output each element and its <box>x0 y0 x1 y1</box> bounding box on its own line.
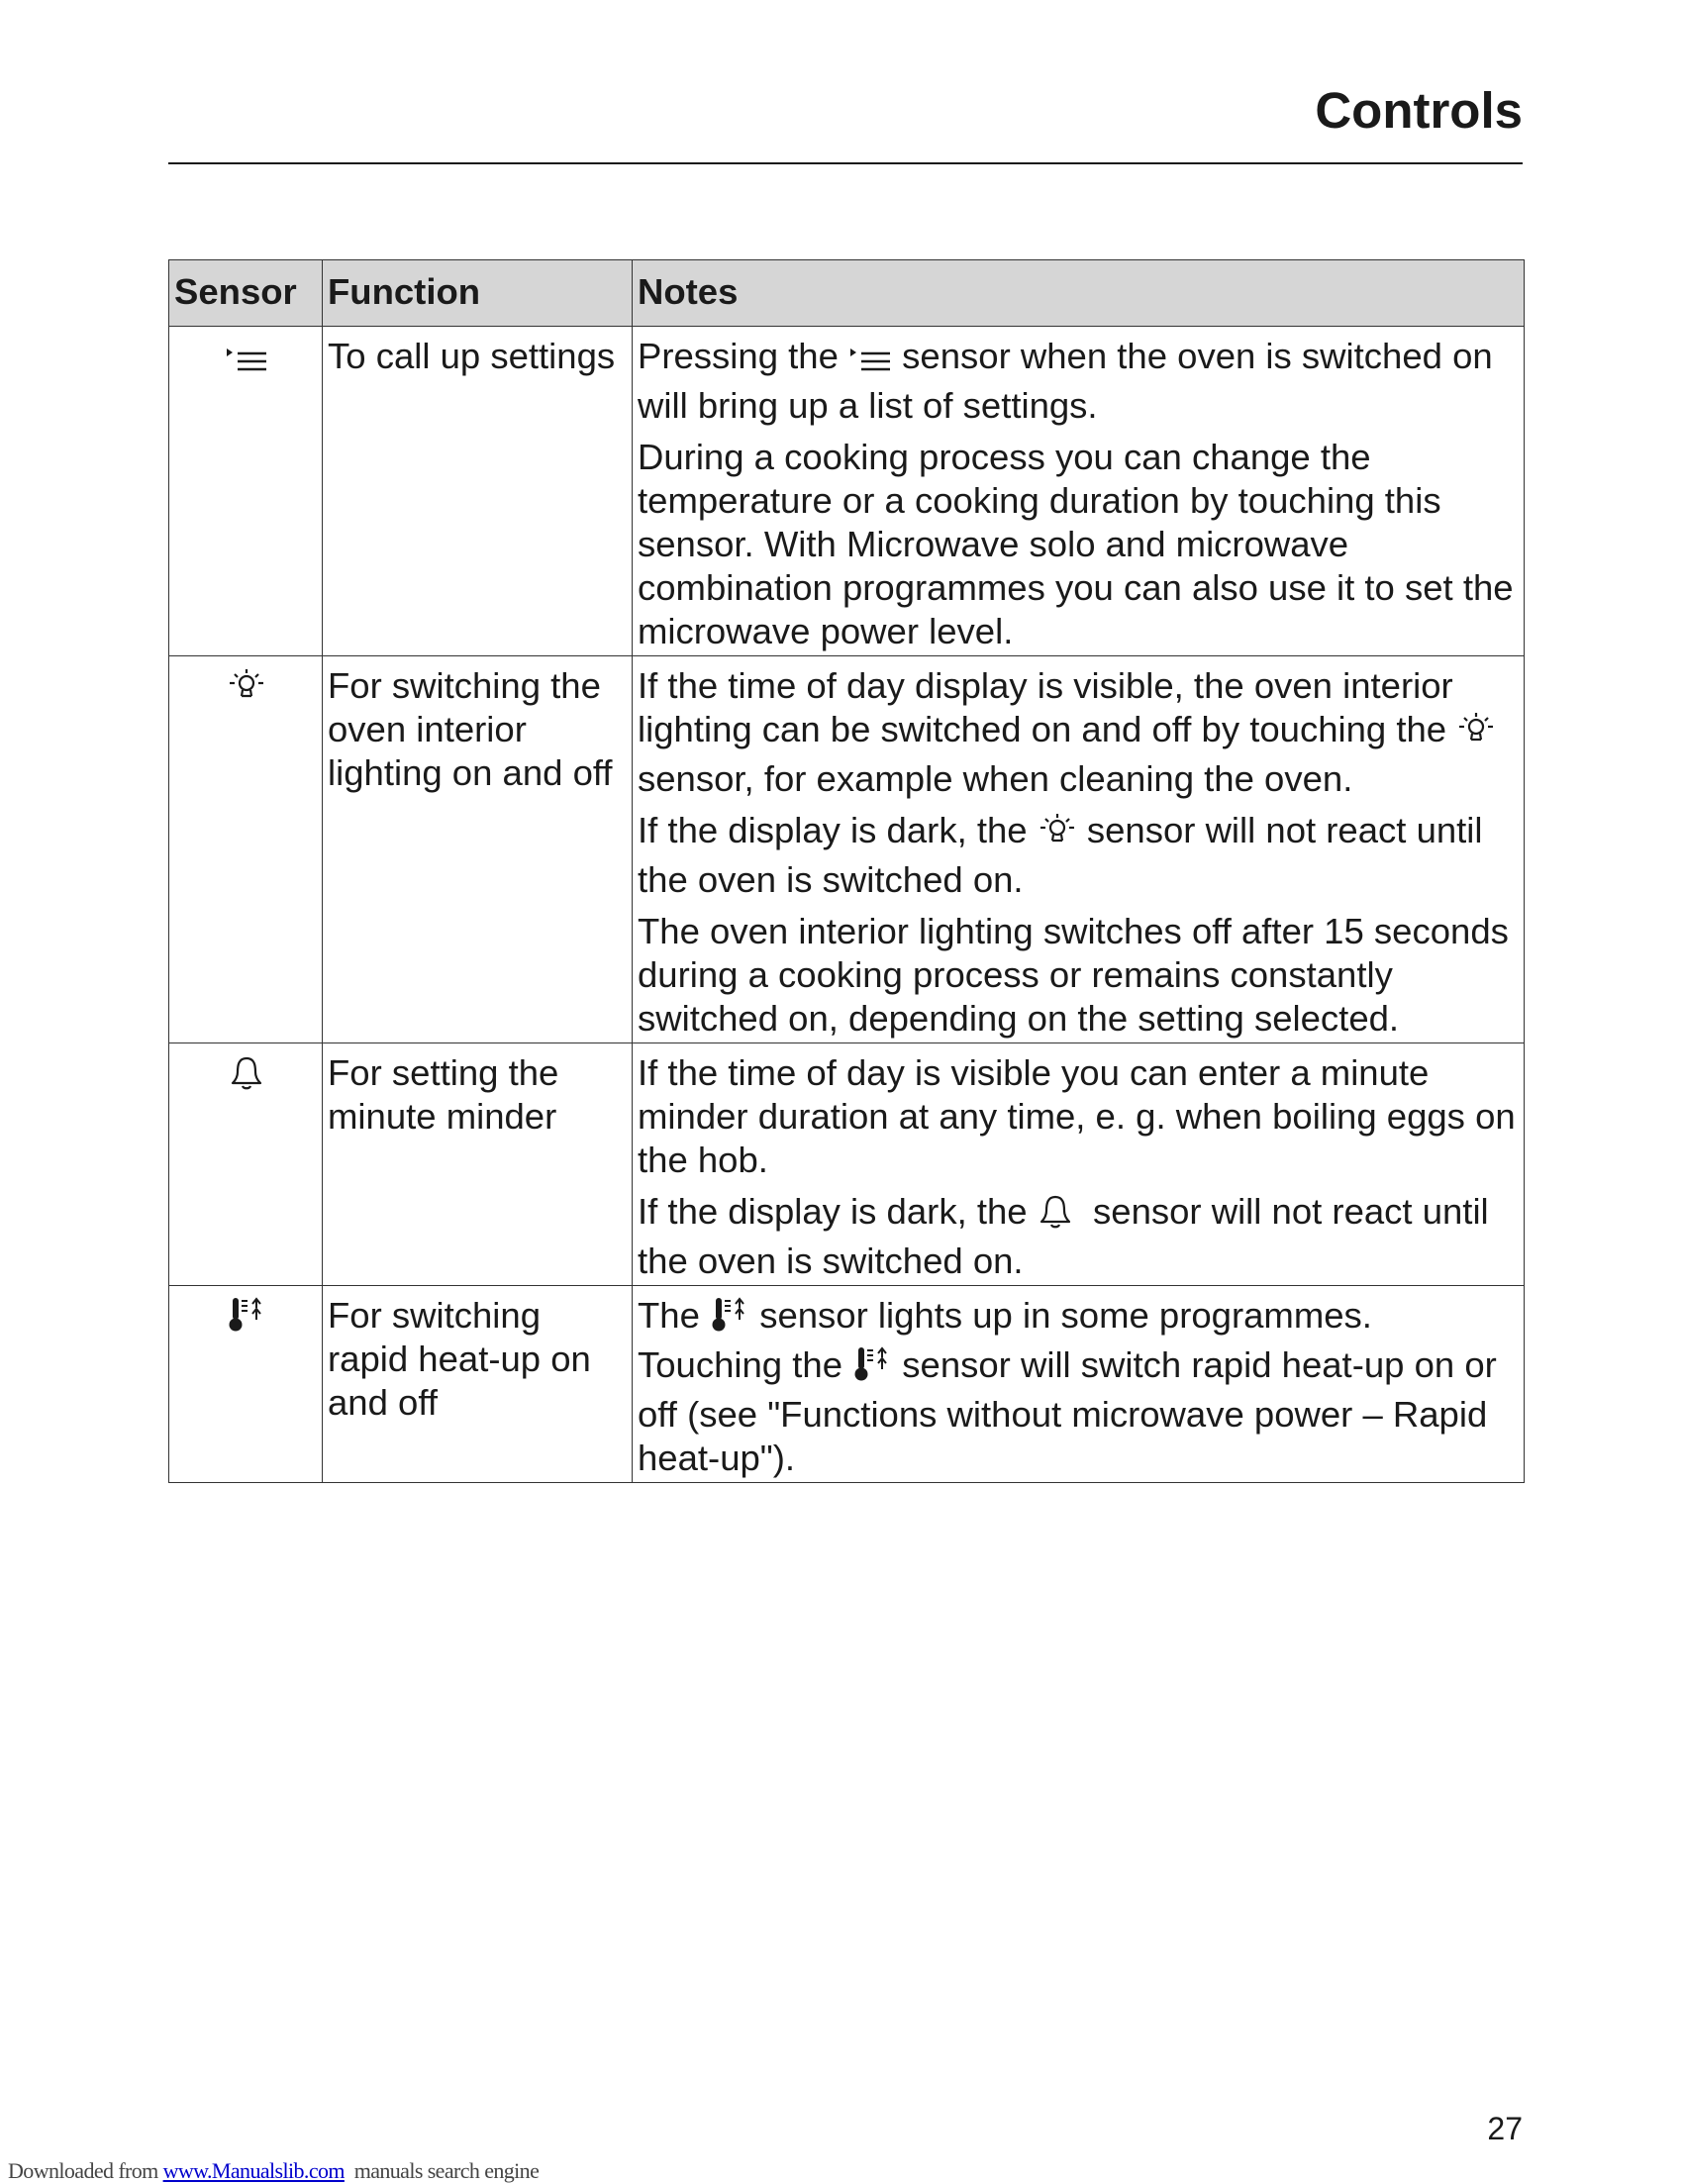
footer-prefix: Downloaded from <box>8 2158 163 2183</box>
header-notes: Notes <box>633 260 1525 327</box>
sensor-cell <box>169 1043 323 1286</box>
note-paragraph: The oven interior lighting switches off after 15 seconds during a cooking process or remains constantly switched on, depending on the setting selected. <box>638 911 1509 1039</box>
note-paragraph <box>638 335 1520 428</box>
note-text: If the display is dark, the <box>638 810 1038 850</box>
oven-light-icon <box>1456 712 1496 757</box>
note-paragraph <box>638 1190 1520 1283</box>
function-cell: For setting the minute minder <box>323 1043 633 1286</box>
notes-cell <box>633 1043 1525 1286</box>
note-text: sensor lights up in some programmes. <box>749 1295 1372 1336</box>
controls-table <box>168 259 1525 1483</box>
note-text: If the display is dark, the <box>638 1191 1038 1232</box>
note-text: If the time of day display is visible, the oven interior lighting can be switched on and off by touching the <box>638 665 1457 749</box>
settings-menu-icon <box>848 341 892 384</box>
notes-cell <box>633 1286 1525 1483</box>
header-function: Function <box>323 260 633 327</box>
footer-suffix: manuals search engine <box>344 2158 540 2183</box>
sensor-cell <box>169 656 323 1043</box>
oven-light-icon <box>1038 813 1077 858</box>
manualslib-link[interactable]: www.Manualslib.com <box>162 2158 345 2183</box>
note-paragraph <box>638 1294 1520 1343</box>
note-text: sensor when the oven is switched on will bring up a list of settings. <box>638 336 1493 426</box>
table-row <box>169 656 1525 1043</box>
minute-minder-bell-icon <box>229 1055 264 1101</box>
notes-cell <box>633 656 1525 1043</box>
page-title: Controls <box>1315 82 1523 139</box>
sensor-cell <box>169 327 323 656</box>
rapid-heat-up-icon <box>227 1296 266 1343</box>
header-sensor: Sensor <box>169 260 323 327</box>
function-cell: For switching the oven interior lighting on and off <box>323 656 633 1043</box>
table-header-row <box>169 260 1525 327</box>
download-footer <box>8 2158 539 2184</box>
rapid-heat-up-icon <box>710 1296 749 1343</box>
note-text: Touching the <box>638 1344 853 1385</box>
note-text: sensor will switch rapid heat-up on or off (see "Functions without microwave power – Rapid heat-up"). <box>638 1344 1497 1478</box>
function-cell: For switching rapid heat-up on and off <box>323 1286 633 1483</box>
note-paragraph: If the time of day is visible you can enter a minute minder duration at any time, e. g. when boiling eggs on the hob. <box>638 1052 1516 1180</box>
note-paragraph <box>638 809 1520 902</box>
table-row <box>169 1286 1525 1483</box>
minute-minder-bell-icon <box>1038 1194 1073 1240</box>
notes-cell <box>633 327 1525 656</box>
note-text: sensor will not react until the oven is switched on. <box>638 810 1483 900</box>
note-paragraph <box>638 664 1520 801</box>
note-text: sensor, for example when cleaning the oven. <box>638 758 1353 799</box>
title-divider <box>168 162 1523 164</box>
note-paragraph <box>638 1343 1520 1480</box>
table-row <box>169 1043 1525 1286</box>
sensor-cell <box>169 1286 323 1483</box>
rapid-heat-up-icon <box>852 1345 892 1393</box>
note-text: The <box>638 1295 711 1336</box>
note-paragraph: During a cooking process you can change the temperature or a cooking duration by touching this sensor. With Microwave solo and microwave combination programmes you can also use it to set the microwave power level. <box>638 437 1514 651</box>
oven-light-icon <box>227 668 266 714</box>
table-row <box>169 327 1525 656</box>
note-text: Pressing the <box>638 336 849 376</box>
note-text: sensor will not react until the oven is switched on. <box>638 1191 1499 1281</box>
function-cell: To call up settings <box>323 327 633 656</box>
page-number: 27 <box>1487 2111 1523 2146</box>
settings-menu-icon <box>225 341 268 384</box>
